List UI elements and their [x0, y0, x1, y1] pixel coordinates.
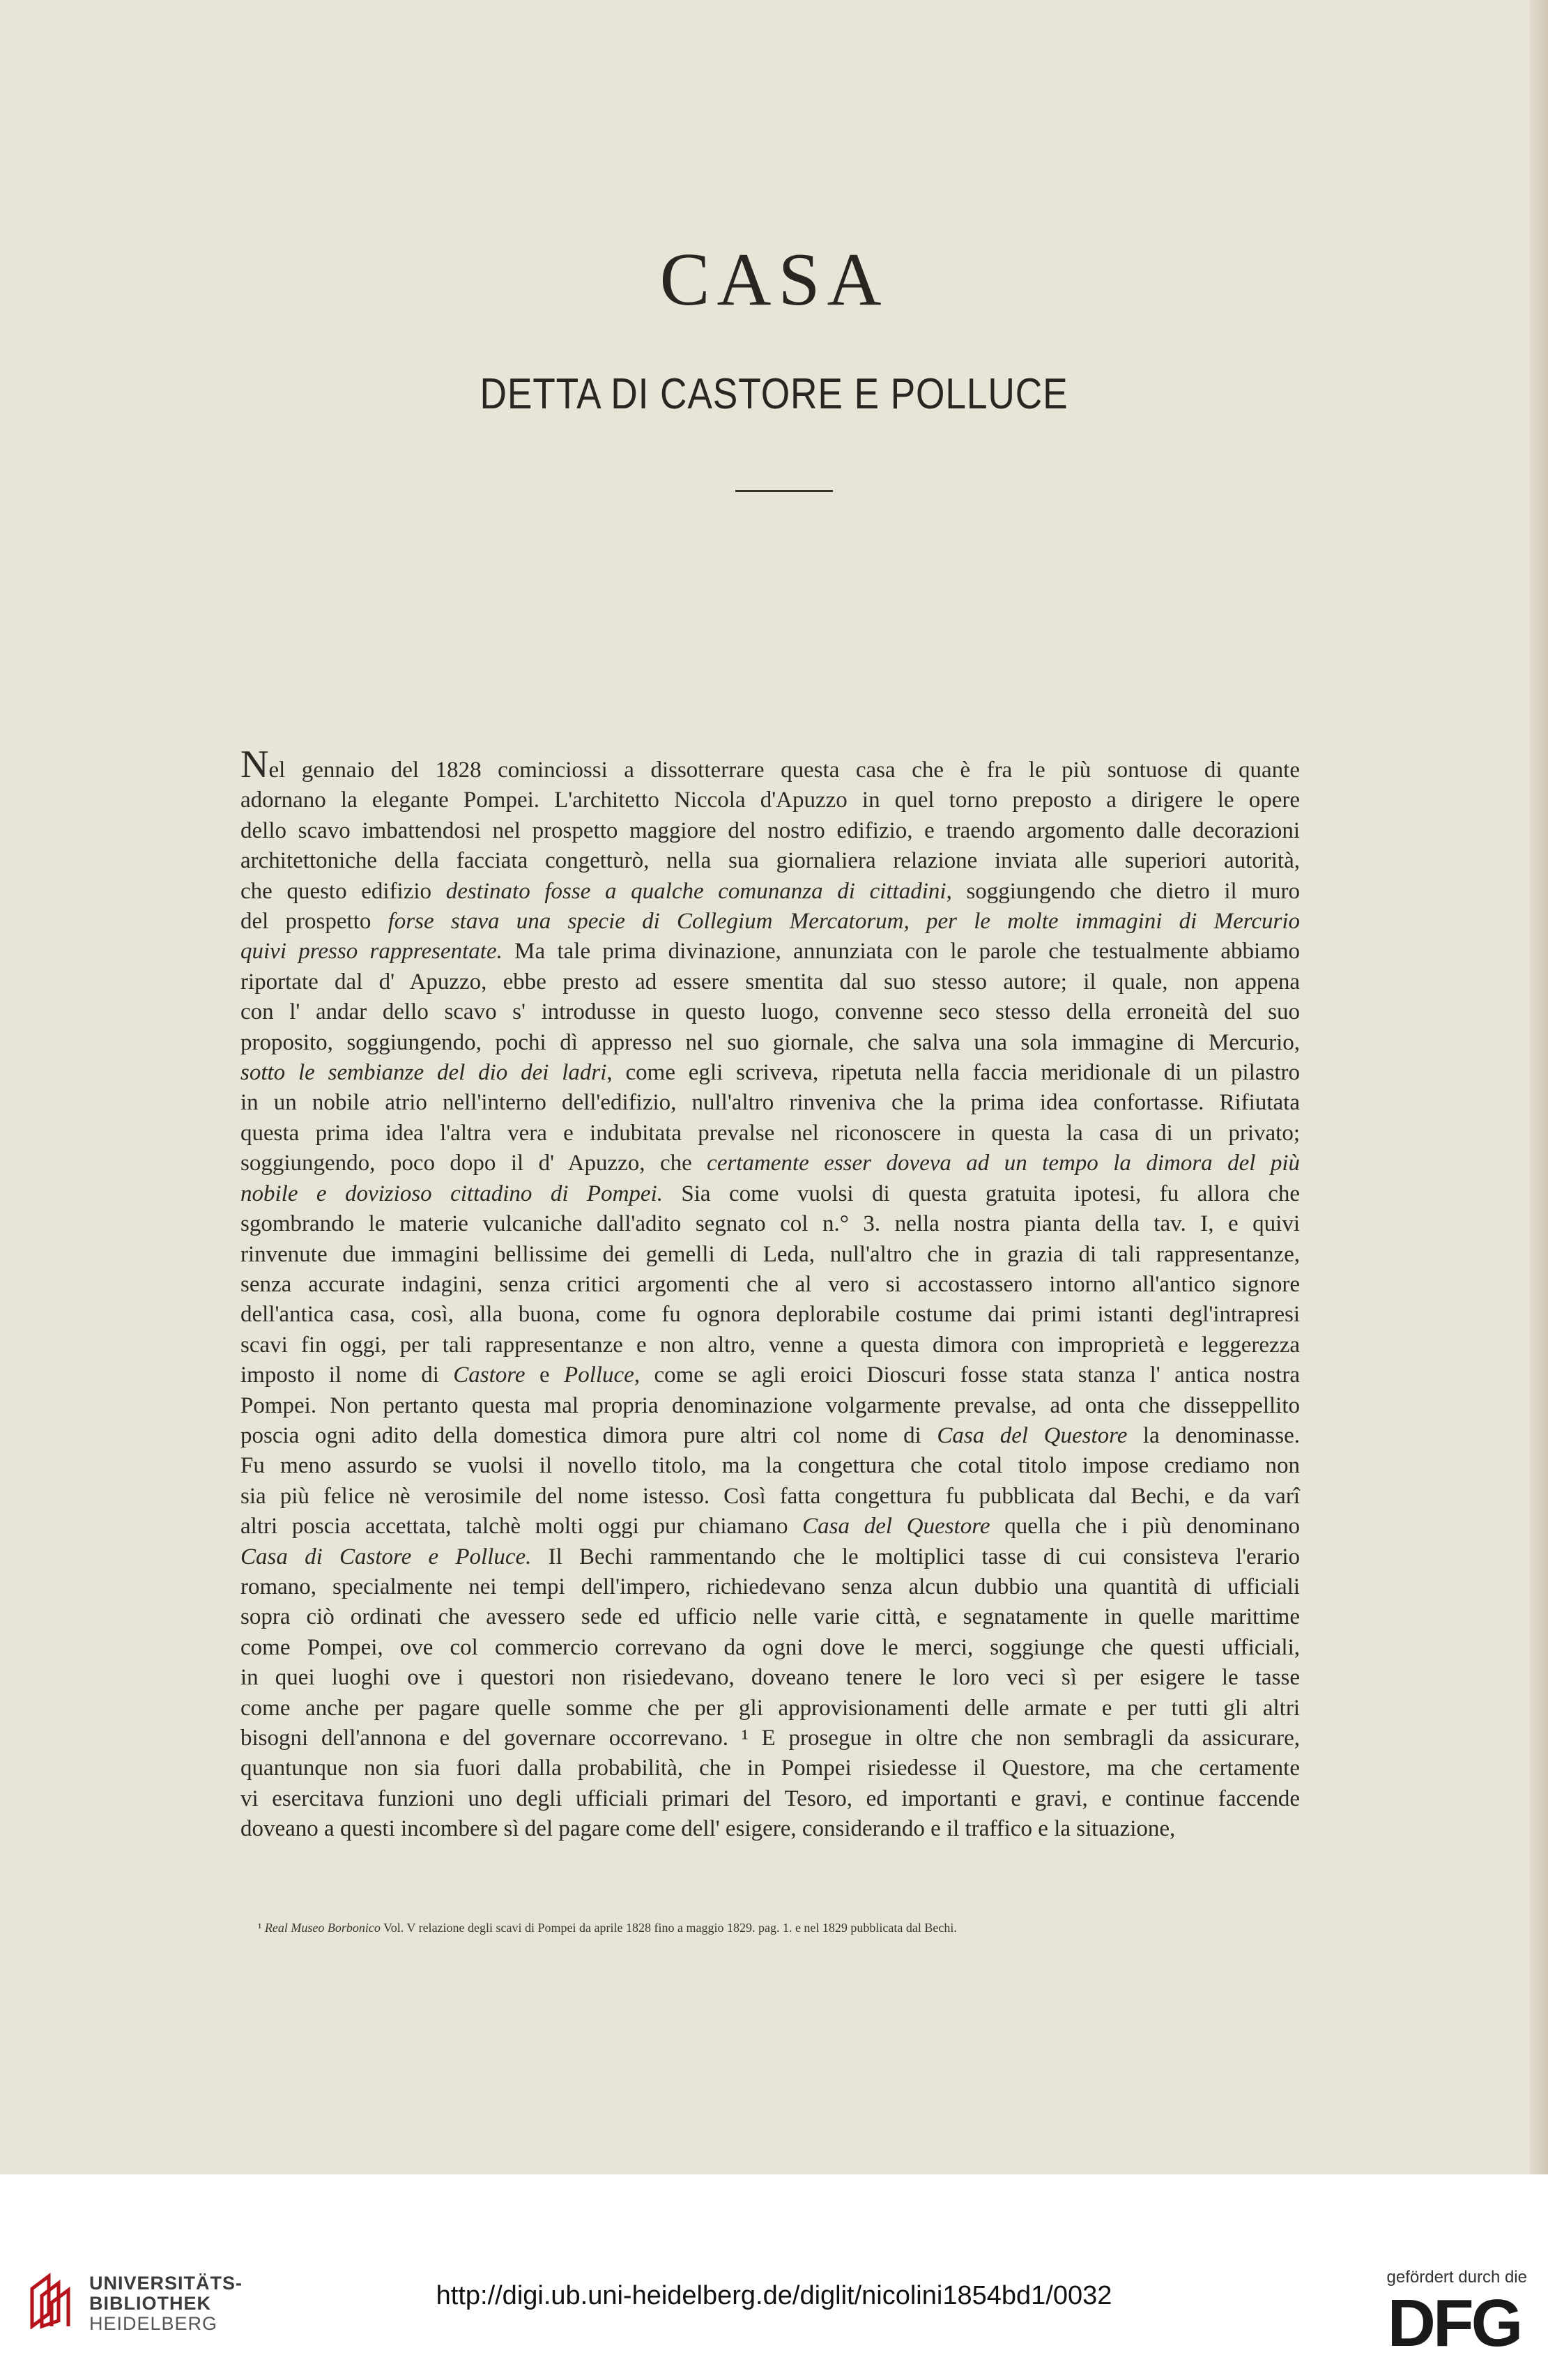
dfg-logo-icon — [1381, 2291, 1527, 2354]
text-line — [240, 816, 1300, 846]
text-line — [240, 1421, 1300, 1451]
text-line — [240, 997, 1300, 1027]
text-line — [240, 877, 1300, 907]
text-line — [240, 1542, 1300, 1572]
text-line — [240, 743, 1300, 786]
drop-cap: N — [240, 743, 269, 786]
text-line — [240, 907, 1300, 937]
text-segment: scavi fin oggi, per tali rappresentanze e non altro, venne a questa dimora con improprietà e leggerezza — [240, 1332, 1300, 1358]
svg-text:DFG: DFG — [1387, 2291, 1521, 2354]
funding-label: gefördert durch die — [1386, 2268, 1527, 2287]
source-url-link[interactable]: http://digi.ub.uni-heidelberg.de/diglit/nicolini1854bd1/0032 — [436, 2281, 1112, 2310]
text-segment: vi esercitava funzioni uno degli ufficiali primari del Tesoro, ed importanti e gravi, e continue faccende — [240, 1786, 1300, 1811]
text-segment: quella che i più denominano — [990, 1514, 1300, 1540]
text-line — [240, 785, 1300, 815]
text-segment: adornano la elegante Pompei. L'architetto Niccola d'Apuzzo in quel torno preposto a dirigere le opere — [240, 788, 1300, 813]
text-segment: Ma tale prima divinazione, annunziata con le parole che testualmente abbiamo — [502, 939, 1301, 965]
text-line — [240, 1512, 1300, 1542]
text-line — [240, 1784, 1300, 1814]
italic-text-segment: forse stava una specie di Collegium Mercatorum, per le molte immagini di Mercurio — [388, 909, 1300, 935]
title-divider — [735, 490, 833, 492]
italic-text-segment: Casa del Questore — [937, 1422, 1128, 1448]
text-segment: in quei luoghi ove i questori non risiedevano, doveano tenere le loro veci sì per esigere le tasse — [240, 1665, 1300, 1691]
text-line — [240, 1694, 1300, 1723]
text-segment: imposto il nome di — [240, 1362, 454, 1388]
text-line — [240, 1149, 1300, 1179]
text-segment: la denominasse. — [1127, 1422, 1300, 1448]
text-segment: del prospetto — [240, 909, 388, 935]
text-line — [240, 1209, 1300, 1239]
text-segment: bisogni dell'annona e del governare occorrevano. ¹ E prosegue in oltre che non sembragli da assicurare, — [240, 1726, 1300, 1751]
text-segment: Sia come vuolsi di questa gratuita ipotesi, fu allora che — [662, 1181, 1300, 1206]
text-segment: romano, specialmente nei tempi dell'impero, richiedevano senza alcun dubbio una quantità di ufficiali — [240, 1574, 1300, 1599]
text-segment: questa prima idea l'altra vera e indubitata prevalse nel riconoscere in questa la casa di un privato; — [240, 1120, 1300, 1146]
italic-text-segment: nobile e dovizioso cittadino di Pompei. — [240, 1181, 663, 1206]
italic-text-segment: quivi presso rappresentate. — [240, 939, 503, 965]
text-segment: Il Bechi rammentando che le moltiplici tasse di cui consisteva l'erario — [531, 1544, 1300, 1569]
text-line — [240, 1270, 1300, 1300]
library-name-line1: UNIVERSITÄTS- — [89, 2273, 243, 2294]
text-segment: rinvenute due immagini bellissime dei gemelli di Leda, null'altro che in grazia di tali rappresentanze, — [240, 1241, 1300, 1267]
italic-text-segment: certamente esser doveva ad un tempo la dimora del più — [707, 1151, 1300, 1176]
text-segment: sopra ciò ordinati che avessero sede ed ufficio nelle varie città, e segnatamente in quelle marittime — [240, 1604, 1300, 1630]
text-line — [240, 1058, 1300, 1088]
text-segment: soggiungendo, poco dopo il d' Apuzzo, che — [240, 1151, 707, 1176]
text-segment: , soggiungendo che dietro il muro — [946, 878, 1300, 904]
text-line — [240, 1179, 1300, 1209]
text-segment: architettoniche della facciata congetturò, nella sua giornaliera relazione inviata alle superiori autorità, — [240, 848, 1300, 874]
text-line — [240, 1119, 1300, 1149]
library-name-line2: BIBLIOTHEK — [89, 2293, 211, 2314]
body-text — [240, 743, 1301, 1845]
text-segment: poscia ogni adito della domestica dimora pure altri col nome di — [240, 1422, 937, 1448]
page-subtitle: DETTA DI CASTORE E POLLUCE — [480, 370, 1068, 418]
text-line — [240, 1451, 1300, 1481]
text-line — [240, 1723, 1300, 1753]
footnote-source: Real Museo Borbonico — [264, 1921, 381, 1935]
text-line — [240, 1088, 1300, 1118]
text-line — [240, 1633, 1300, 1663]
text-line — [240, 1360, 1300, 1390]
italic-text-segment: sotto le sembianze del dio dei ladri — [240, 1060, 607, 1086]
text-line — [240, 1663, 1300, 1693]
text-segment: doveano a questi incombere sì del pagare come dell' esigere, considerando e il traffico e la situazione, — [240, 1816, 1176, 1842]
text-line — [240, 1814, 1300, 1844]
text-segment: come anche per pagare quelle somme che per gli approvisionamenti delle armate e per tutti gli altri — [240, 1695, 1300, 1721]
text-segment: e — [525, 1362, 565, 1388]
italic-text-segment: Polluce — [564, 1362, 634, 1388]
text-segment: in un nobile atrio nell'interno dell'edifizio, null'altro rinveniva che la prima idea confortasse. Rifiutata — [240, 1090, 1300, 1116]
page-edge-shadow — [1530, 0, 1548, 2174]
library-name-line3: HEIDELBERG — [89, 2313, 218, 2334]
text-line — [240, 1028, 1300, 1058]
footnote — [258, 1921, 1289, 1935]
text-line — [240, 1391, 1300, 1421]
text-line — [240, 1572, 1300, 1602]
italic-text-segment: Casa del Questore — [802, 1514, 990, 1540]
text-line — [240, 1482, 1300, 1512]
text-segment: con l' andar dello scavo s' introdusse in questo luogo, convenne seco stesso della erroneità del suo — [240, 999, 1300, 1025]
page-title: CASA — [659, 238, 889, 321]
text-segment: , come egli scriveva, ripetuta nella faccia meridionale di un pilastro — [606, 1060, 1301, 1086]
text-segment: come Pompei, ove col commercio correvano da ogni dove le merci, soggiunge che questi ufficiali, — [240, 1634, 1300, 1660]
footnote-text: Vol. V relazione degli scavi di Pompei da aprile 1828 fino a maggio 1829. pag. 1. e nel 1829 pubblicata dal Bechi. — [380, 1921, 957, 1935]
text-segment: proposito, soggiungendo, pochi dì appresso nel suo giornale, che salva una sola immagine di Mercurio, — [240, 1029, 1300, 1055]
text-line — [240, 1240, 1300, 1270]
text-segment: altri poscia accettata, talchè molti oggi pur chiamano — [240, 1514, 803, 1540]
text-segment: quantunque non sia fuori dalla probabilità, che in Pompei risiedesse il Questore, ma che certamente — [240, 1756, 1300, 1781]
text-segment: el gennaio del 1828 cominciossi a dissotterrare questa casa che è fra le più sontuose di quante — [268, 758, 1300, 783]
text-segment: sgombrando le materie vulcaniche dall'adito segnato col n.° 3. nella nostra pianta della tav. I, e quivi — [240, 1211, 1300, 1237]
footnote-mark: ¹ — [258, 1921, 262, 1935]
text-segment: Fu meno assurdo se vuolsi il novello titolo, ma la congettura che cotal titolo impose crediamo non — [240, 1453, 1300, 1479]
text-line — [240, 1753, 1300, 1783]
text-segment: che questo edifizio — [240, 878, 446, 904]
text-line — [240, 1602, 1300, 1632]
text-segment: , come se agli eroici Dioscuri fosse stata stanza l' antica nostra — [634, 1362, 1300, 1388]
text-line — [240, 1330, 1300, 1360]
footer-bar — [0, 2174, 1548, 2380]
text-line — [240, 1300, 1300, 1330]
text-segment: dell'antica casa, così, alla buona, come fu ognora deplorabile costume dai primi istanti degl'intrapresi — [240, 1302, 1300, 1328]
italic-text-segment: Castore — [453, 1362, 526, 1388]
italic-text-segment: Casa di Castore e Polluce. — [240, 1544, 532, 1569]
text-segment: Pompei. Non pertanto questa mal propria denominazione volgarmente prevalse, ad onta che disseppellito — [240, 1392, 1300, 1418]
text-line — [240, 937, 1300, 967]
text-segment: riportate dal d' Apuzzo, ebbe presto ad essere smentita dal suo stesso autore; il quale, non appena — [240, 969, 1300, 995]
text-segment: senza accurate indagini, senza critici argomenti che al vero si accostassero intorno all'antico signore — [240, 1271, 1300, 1297]
text-segment: dello scavo imbattendosi nel prospetto maggiore del nostro edifizio, e traendo argomento dalle decorazioni — [240, 817, 1300, 843]
text-segment: sia più felice nè verosimile del nome istesso. Così fatta congettura fu pubblicata dal Bechi, e da varî — [240, 1483, 1300, 1509]
italic-text-segment: destinato fosse a qualche comunanza di cittadini — [445, 878, 947, 904]
text-line — [240, 967, 1300, 997]
text-line — [240, 846, 1300, 876]
